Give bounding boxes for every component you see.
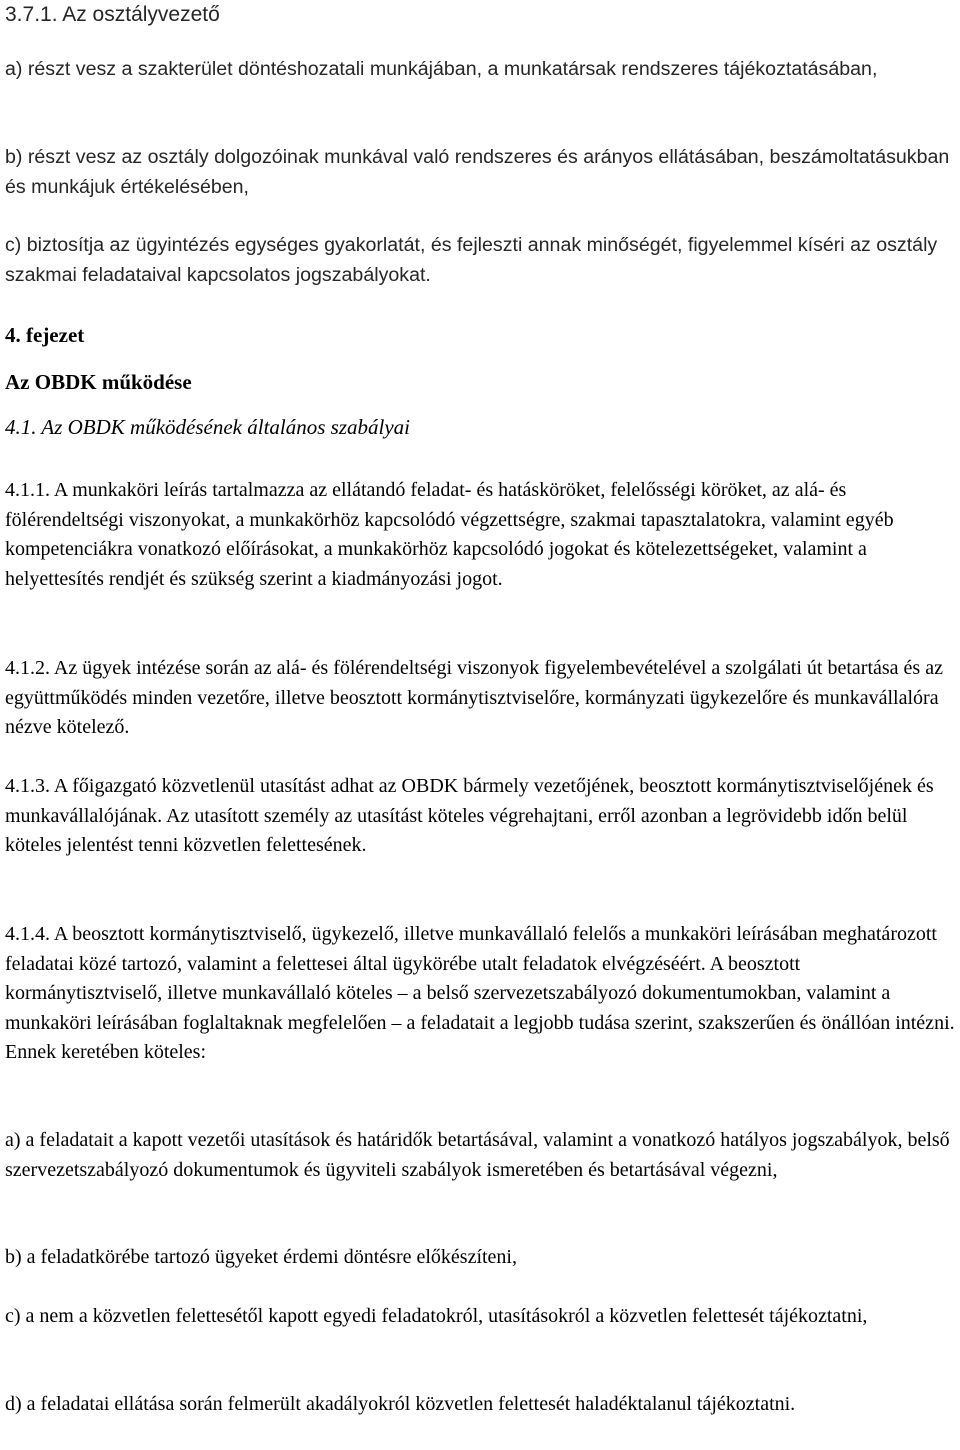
paragraph-4-1-2: 4.1.2. Az ügyek intézése során az alá- és fölérendeltségi viszonyok figyelembevételével a szolgálati út betartása és az együttműködés minden vezetőre, illetve beosztott kormánytisztviselőre, kormányzati ügykezelőre és munkavállalóra nézve kötelező. (5, 657, 943, 738)
section-item-c: c) biztosítja az ügyintézés egységes gyakorlatát, és fejleszti annak minőségét, figyelemmel kíséri az osztály szakmai feladataival kapcsolatos jogszabályokat. (5, 234, 938, 286)
paragraph-4-1-3: 4.1.3. A főigazgató közvetlenül utasítást adhat az OBDK bármely vezetőjének, beosztott kormánytisztviselőjének és munkavállalójának. Az utasított személy az utasítást köteles végrehajtani, erről azonban a legrövidebb időn belül köteles jelentést tenni közvetlen felettesének. (5, 775, 934, 856)
section-item-a: a) részt vesz a szakterület döntéshozatali munkájában, a munkatársak rendszeres tájékoztatásában, (5, 58, 878, 80)
obligation-a: a) a feladatait a kapott vezetői utasítások és határidők betartásával, valamint a vonatkozó hatályos jogszabályok, belső szervezetszabályozó dokumentumok és ügyviteli szabályok ismeretében és betartásával végezni, (5, 1129, 950, 1181)
section-item-b: b) részt vesz az osztály dolgozóinak munkával való rendszeres és arányos ellátásában, beszámoltatásukban és munkájuk értékelésében, (5, 146, 950, 198)
obligation-b: b) a feladatkörébe tartozó ügyeket érdemi döntésre előkészíteni, (5, 1246, 517, 1268)
section-title: 3.7.1. Az osztályvezető (5, 3, 220, 26)
chapter-title: Az OBDK működése (5, 370, 192, 394)
chapter-number: 4. fejezet (5, 323, 85, 347)
chapter-subtitle: 4.1. Az OBDK működésének általános szabályai (5, 415, 410, 439)
obligation-d: d) a feladatai ellátása során felmerült akadályokról közvetlen felettesét haladéktalanul tájékoztatni. (5, 1393, 796, 1415)
obligation-c: c) a nem a közvetlen felettesétől kapott egyedi feladatokról, utasításokról a közvetlen felettesét tájékoztatni, (5, 1305, 868, 1327)
paragraph-4-1-1: 4.1.1. A munkaköri leírás tartalmazza az ellátandó feladat- és hatásköröket, felelősségi köröket, az alá- és fölérendeltségi viszonyokat, a munkakörhöz kapcsolódó végzettségre, szakmai tapasztalatokra, valamint egyéb kompetenciákra vonatkozó előírásokat, a munkakörhöz kapcsolódó jogokat és kötelezettségeket, valamint a helyettesítés rendjét és szükség szerint a kiadmányozási jogot. (5, 479, 894, 590)
paragraph-4-1-4: 4.1.4. A beosztott kormánytisztviselő, ügykezelő, illetve munkavállaló felelős a munkaköri leírásában meghatározott feladatai közé tartozó, valamint a felettesei által ügykörébe utalt feladatok elvégzéséért. A beosztott kormánytisztviselő, illetve munkavállaló köteles – a belső szervezetszabályozó dokumentumokban, valamint a munkaköri leírásában foglaltaknak megfelelően – a feladatait a legjobb tudása szerint, szakszerűen és önállóan intézni. Ennek keretében köteles: (5, 923, 955, 1063)
